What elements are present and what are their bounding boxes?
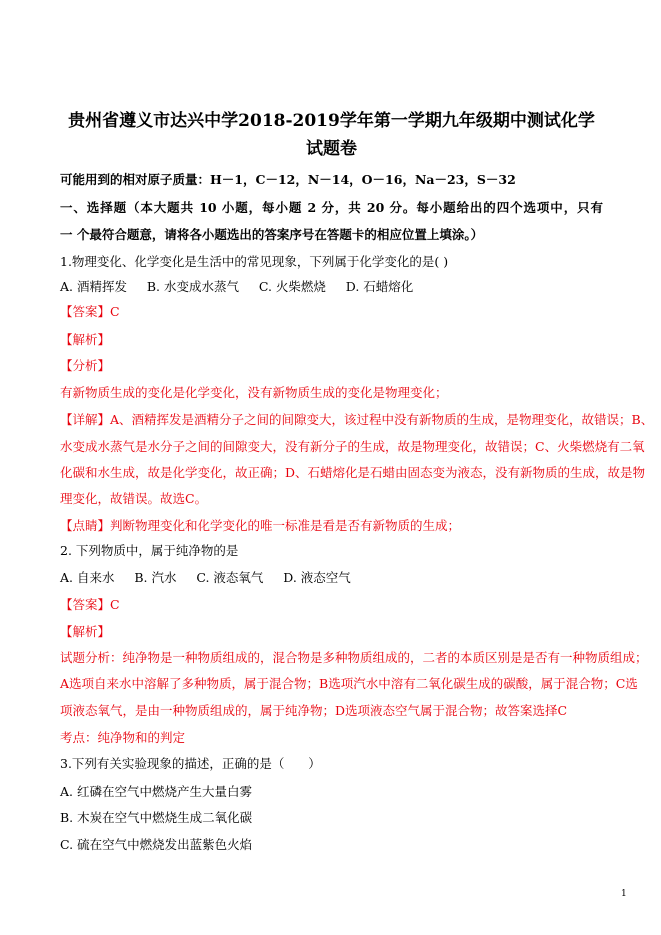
q3-stem: 3.下列有关实验现象的描述，正确的是（ ） <box>60 756 321 771</box>
page-number: 1 <box>621 889 627 899</box>
q1-xiangjie: 理变化，故错误。故选C。 <box>60 491 208 506</box>
q1-answer: 【答案】C <box>60 304 120 319</box>
q1-dianjing: 【点睛】判断物理变化和化学变化的唯一标准是看是否有新物质的生成； <box>60 518 461 533</box>
q3-option-c: C. 硫在空气中燃烧发出蓝紫色火焰 <box>60 837 253 852</box>
doc-title-line1: 贵州省遵义市达兴中学2018-2019学年第一学期九年级期中测试化学 <box>68 111 595 131</box>
q1-xiangjie: 化碳和水生成，故是化学变化，故正确；D、石蜡熔化是石蜡由固态变为液态，没有新物质的生成，故是物 <box>60 465 646 480</box>
q1-xiangjie: 水变成水蒸气是水分子之间的间隙变大，没有新分子的生成，故是物理变化，故错误；C、火柴燃烧有二氧 <box>60 439 645 454</box>
q2-answer: 【答案】C <box>60 597 120 612</box>
q1-xiangjie: 【详解】A、酒精挥发是酒精分子之间的间隙变大，该过程中没有新物质的生成，是物理变化，故错误；B、 <box>60 412 654 427</box>
section-instruction: 一、选择题（本大题共 10 小题，每小题 2 分，共 20 分。每小题给出的四个选项中，只有 <box>60 200 603 215</box>
section-instruction: 一 个最符合题意，请将各小题选出的答案序号在答题卡的相应位置上填涂。） <box>60 227 484 242</box>
doc-title-line2: 试题卷 <box>306 139 357 159</box>
q2-analysis: A选项自来水中溶解了多种物质，属于混合物；B选项汽水中溶有二氧化碳生成的碳酸，属于混合物；C选 <box>60 676 638 691</box>
atomic-masses: 可能用到的相对原子质量：H－1，C－12，N－14，O－16，Na－23，S－32 <box>60 172 516 187</box>
q1-fenxi: 有新物质生成的变化是化学变化，没有新物质生成的变化是物理变化； <box>60 385 448 400</box>
q2-kaodian: 考点：纯净物和的判定 <box>60 730 186 745</box>
q2-jiexi-label: 【解析】 <box>60 624 111 639</box>
q2-options: A. 自来水 B. 汽水 C. 液态氧气 D. 液态空气 <box>60 570 351 585</box>
q2-stem: 2. 下列物质中，属于纯净物的是 <box>60 543 239 558</box>
q2-analysis: 项液态氧气，是由一种物质组成的，属于纯净物；D选项液态空气属于混合物；故答案选择C <box>60 703 568 718</box>
q3-option-a: A. 红磷在空气中燃烧产生大量白雾 <box>60 784 252 799</box>
q1-fenxi-label: 【分析】 <box>60 358 111 373</box>
q1-jiexi-label: 【解析】 <box>60 332 111 347</box>
q3-option-b: B. 木炭在空气中燃烧生成二氧化碳 <box>60 810 253 825</box>
q1-options: A. 酒精挥发 B. 水变成水蒸气 C. 火柴燃烧 D. 石蜡熔化 <box>60 279 414 294</box>
q1-stem: 1.物理变化、化学变化是生活中的常见现象，下列属于化学变化的是( ) <box>60 254 449 269</box>
q2-analysis: 试题分析：纯净物是一种物质组成的，混合物是多种物质组成的，二者的本质区别是是否有一种物质组成； <box>60 650 648 665</box>
